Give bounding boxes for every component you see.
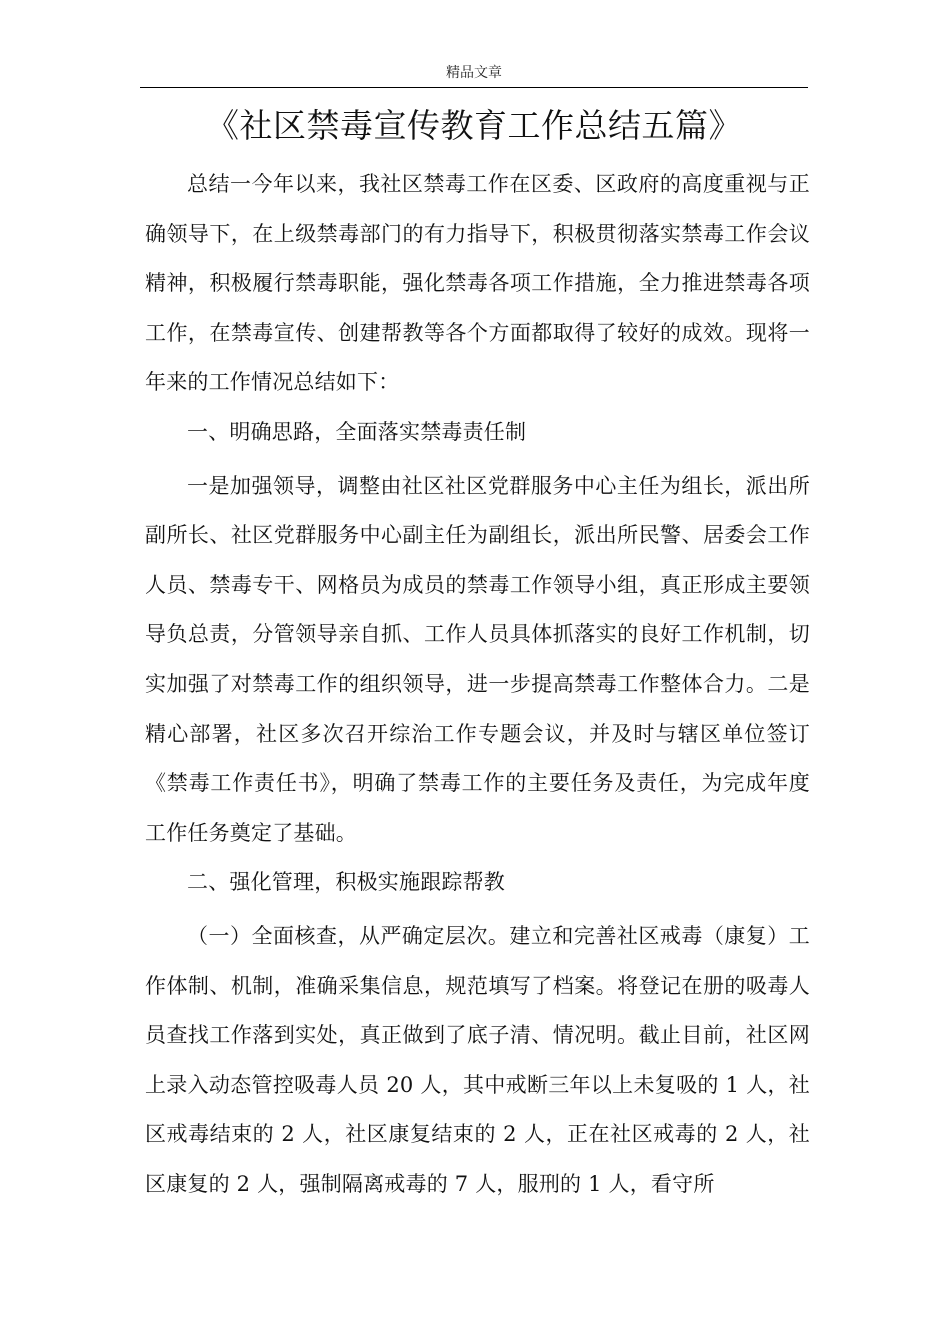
paragraph-section-2: （一）全面核查，从严确定层次。建立和完善社区戒毒（康复）工作体制、机制，准确采集信息，规范填写了档案。将登记在册的吸毒人员查找工作落到实处，真正做到了底子清、情况明。截止目前，社区网上录入动态管控吸毒人员 20 人，其中戒断三年以上未复吸的 1 人，社区戒毒结束的 2 人，社区康复结束的 2 人，正在社区戒毒的 2 人，社区康复的 2 人，强制隔离戒毒的 7 人，服刑的 1 人，看守所 (145, 923, 810, 1196)
header-divider (140, 87, 808, 88)
section-heading-1: 一、明确思路，全面落实禁毒责任制 (187, 419, 527, 444)
page-header-label: 精品文章 (446, 65, 502, 81)
document-title: 《社区禁毒宣传教育工作总结五篇》 (206, 106, 742, 145)
section-heading-2: 二、强化管理，积极实施跟踪帮教 (187, 870, 505, 895)
paragraph-section-1: 一是加强领导，调整由社区社区党群服务中心主任为组长，派出所副所长、社区党群服务中心副主任为副组长，派出所民警、居委会工作人员、禁毒专干、网格员为成员的禁毒工作领导小组，真正形成主要领导负总责，分管领导亲自抓、工作人员具体抓落实的良好工作机制，切实加强了对禁毒工作的组织领导，进一步提高禁毒工作整体合力。二是精心部署，社区多次召开综治工作专题会议，并及时与辖区单位签订《禁毒工作责任书》，明确了禁毒工作的主要任务及责任，为完成年度工作任务奠定了基础。 (145, 473, 810, 845)
paragraph-intro: 总结一今年以来，我社区禁毒工作在区委、区政府的高度重视与正确领导下，在上级禁毒部门的有力指导下，积极贯彻落实禁毒工作会议精神，积极履行禁毒职能，强化禁毒各项工作措施，全力推进禁毒各项工作，在禁毒宣传、创建帮教等各个方面都取得了较好的成效。现将一年来的工作情况总结如下： (145, 172, 810, 395)
document-body (145, 160, 810, 1209)
